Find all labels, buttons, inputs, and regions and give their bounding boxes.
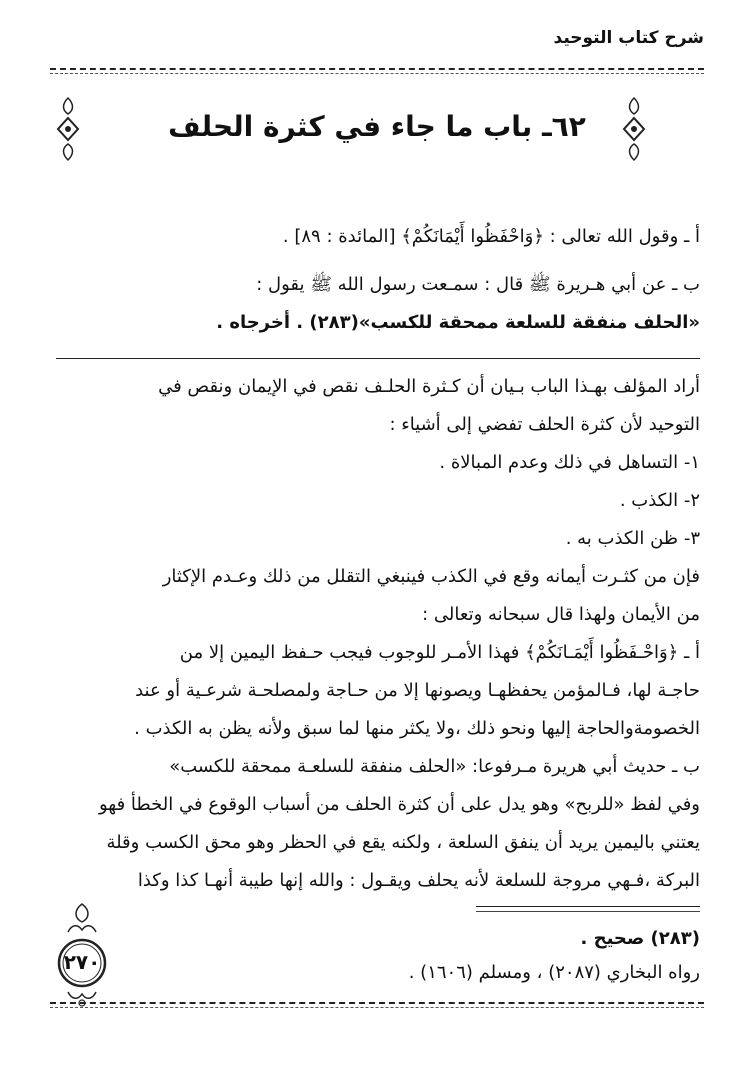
page-number-bottom-ornament-icon [62,990,102,1008]
commentary-line: ٣- ظن الكذب به . [565,528,700,549]
section-separator [56,358,700,359]
commentary-line: وفي لفظ «للربح» وهو يدل على أن كثرة الحلف من أسباب الوقوع في الخطأ فهو [99,794,700,815]
page-number: ٢٧٠ [63,950,101,974]
quote-line: «الحلف منفقة للسلعة ممحقة للكسب»(٢٨٣) . أخرجاه . [216,312,700,333]
commentary-line: حاجـة لها، فـالمؤمن يحفظهـا ويصونها إلا من حـاجة ولمصلحـة شرعـية أو عند [135,680,700,701]
footnote-heading: (٢٨٣) صحيح . [580,928,700,949]
footnote-separator [476,906,700,907]
quote-line: ب ـ عن أبي هـريرة ﷺ قال : سمـعت رسول الله ﷺ يقول : [256,274,700,295]
commentary-line: البركة ،فـهي مروجة للسلعة لأنه يحلف ويقـول : والله إنها طيبة أنهـا كذا وكذا [137,870,700,891]
commentary-line: أراد المؤلف بهـذا الباب بـيان أن كـثرة الحلـف نقص في الإيمان ونقص في [158,376,700,397]
commentary-line: من الأيمان ولهذا قال سبحانه وتعالى : [422,604,700,625]
commentary-line: ٢- الكذب . [619,490,700,511]
running-header: شرح كتاب التوحيد [553,28,704,48]
chapter-title: ٦٢ـ باب ما جاء في كثرة الحلف [168,110,586,143]
footnote-separator-inner [476,911,700,912]
page-number-top-ornament-icon [62,902,102,936]
commentary-line: الخصومةوالحاجة إليها ونحو ذلك ،ولا يكثر منها لما سبق ولأنه يظن به الكذب . [134,718,700,739]
header-divider-inner [50,73,704,74]
header-divider [50,68,704,70]
commentary-line: فإن من كثـرت أيمانه وقع في الكذب فينبغي التقلل من ذلك وعـدم الإكثار [162,566,700,587]
commentary-line: ١- التساهل في ذلك وعدم المبالاة . [439,452,700,473]
commentary-line: التوحيد لأن كثرة الحلف تفضي إلى أشياء : [389,414,700,435]
commentary-line: يعتني باليمين يريد أن ينفق السلعة ، ولكنه يقع في الحظر وهو محق الكسب وقلة [106,832,700,853]
commentary-line: أ ـ ﴿وَاحْـفَظُوا أَيْمَـانَكُمْ﴾ فهذا الأمـر للوجوب فيجب حـفظ اليمين إلا من [179,642,700,663]
footnote-text: رواه البخاري (٢٠٨٧) ، ومسلم (١٦٠٦) . [408,962,700,983]
footer-divider-inner [50,1007,704,1008]
quote-line: أ ـ وقول الله تعالى : ﴿وَاحْفَظُوا أَيْمَانَكُمْ﴾ [المائدة : ٨٩] . [282,226,700,247]
commentary-line: ب ـ حديث أبي هريرة مـرفوعا: «الحلف منفقة للسلعـة ممحقة للكسب» [169,756,700,777]
footer-divider [50,1002,704,1004]
